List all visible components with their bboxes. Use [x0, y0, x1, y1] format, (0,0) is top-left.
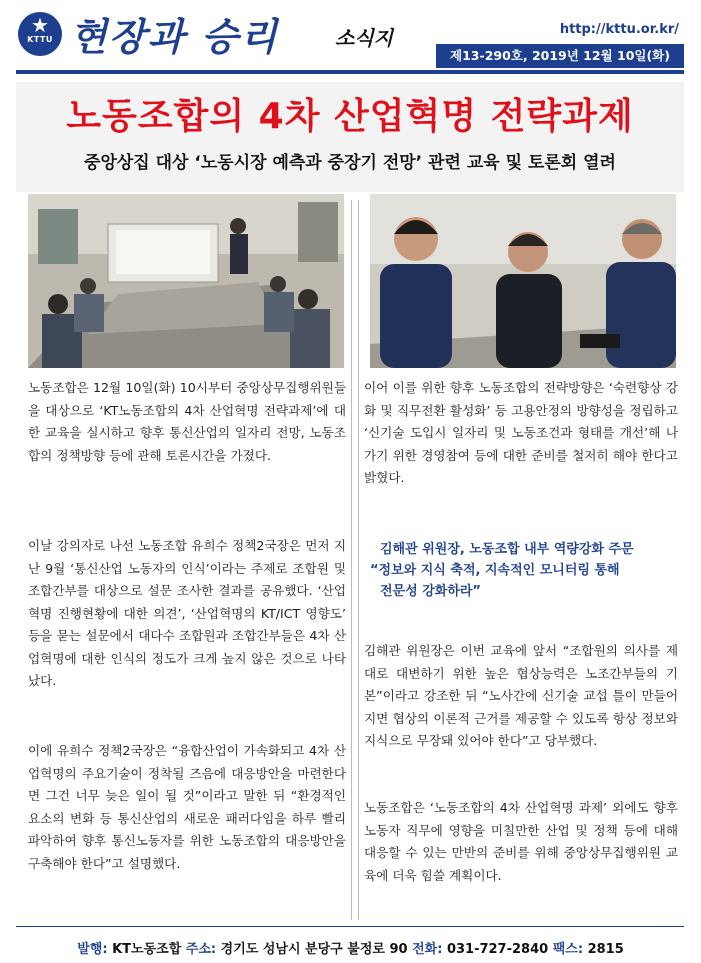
brand-subtitle: 소식지 [335, 26, 393, 50]
article-paragraph: 노동조합은 12월 10일(화) 10시부터 중앙상무집행위원들을 대상으로 ‘KT노동조합의 4차 산업혁명 전략과제’에 대한 교육을 실시하고 향후 통신산업의 일자리 전망, 노동조합의 정책방향 등에 관해 토론시간을 가졌다. [28, 380, 346, 463]
logo-text: KTTU [27, 35, 53, 44]
article-paragraph: 이에 유희수 정책2국장은 “융합산업이 가속화되고 4차 산업혁명의 주요기술이 정착될 즈음에 대응방안을 마련한다면 그건 너무 늦은 일이 될 것”이라고 말한 뒤 “환경적인 요소의 변화 등 통신산업의 새로운 패러다임을 하루 빨리 파악하여 향후 통신노동자를 위한 노동조합의 대응방안을 구축해야 한다”고 설명했다. [28, 743, 346, 871]
publisher: KT노동조합 [112, 942, 182, 957]
headline-box [16, 82, 684, 192]
fax: 2815 [587, 942, 624, 957]
section-heading-line: “정보와 지식 축적, 지속적인 모니터링 통해 [370, 563, 620, 578]
subheadline: 중앙상집 대상 ‘노동시장 예측과 중장기 전망’ 관련 교육 및 토론회 열려 [84, 153, 616, 173]
brand-title: 현장과 승리 [70, 14, 279, 59]
footer-rule [16, 926, 684, 927]
phone: 031-727-2840 [446, 942, 549, 957]
kttu-logo [18, 12, 62, 56]
star-icon: ★ [31, 13, 49, 37]
column-divider [351, 200, 359, 920]
seminar-photo [28, 194, 344, 368]
issue-info: 제13-290호, 2019년 12월 10일(화) [436, 44, 684, 68]
website-link[interactable]: http://kttu.or.kr/ [559, 22, 679, 37]
attendees-photo [370, 194, 676, 368]
masthead [0, 0, 701, 72]
article-paragraph: 이어 이를 위한 향후 노동조합의 전략방향은 ‘숙련향상 강화 및 직무전환 활성화’ 등 고용안정의 방향성을 정립하고 ‘신기술 도입시 일자리 및 노동조건과 형태를 개선’해 나가기 위한 경영참여 등에 대한 준비를 철저히 해야 한다고 밝혔다. [364, 380, 678, 485]
header-rule [16, 70, 684, 74]
article-paragraph: 노동조합은 ‘노동조합의 4차 산업혁명 과제’ 외에도 향후 노동자 직무에 영향을 미칠만한 산업 및 정책 등에 대해 대응할 수 있는 만반의 준비를 위해 중앙상무집행위원 교육에 더욱 힘쓸 계획이다. [364, 800, 678, 883]
phone-label: 전화: [412, 942, 443, 957]
address-label: 주소: [185, 942, 217, 957]
article-paragraph: 이날 강의자로 나선 노동조합 유희수 정책2국장은 먼저 지난 9월 ‘통신산업 노동자의 인식’이라는 주제로 조합원 및 조합간부를 대상으로 설문 조사한 결과를 공유했다. ‘산업혁명 진행현황에 대한 의견’, ‘산업혁명의 KT/ICT 영향도’ 등을 묻는 설문에서 대다수 조합원과 조합간부들은 4차 산업혁명에 대한 인식의 정도가 크게 높지 않은 것으로 나타났다. [28, 538, 346, 688]
headline: 노동조합의 4차 산업혁명 전략과제 [66, 96, 634, 137]
section-heading-line: 전문성 강화하라” [380, 584, 481, 599]
publisher-label: 발행: [77, 942, 108, 957]
section-heading-line: 김해관 위원장, 노동조합 내부 역량강화 주문 [380, 542, 634, 557]
section-heading [370, 539, 670, 602]
address: 경기도 성남시 분당구 불정로 90 [220, 942, 408, 957]
fax-label: 팩스: [552, 942, 584, 957]
article-paragraph: 김해관 위원장은 이번 교육에 앞서 “조합원의 의사를 제대로 대변하기 위한 높은 협상능력은 노조간부들의 기본”이라고 강조한 뒤 “노사간에 신기술 교섭 틀이 만들어지면 협상의 이론적 근거를 제공할 수 있도록 항상 정보와 지식으로 무장돼 있어야 한다”고 당부했다. [364, 643, 678, 748]
footer [0, 938, 701, 957]
